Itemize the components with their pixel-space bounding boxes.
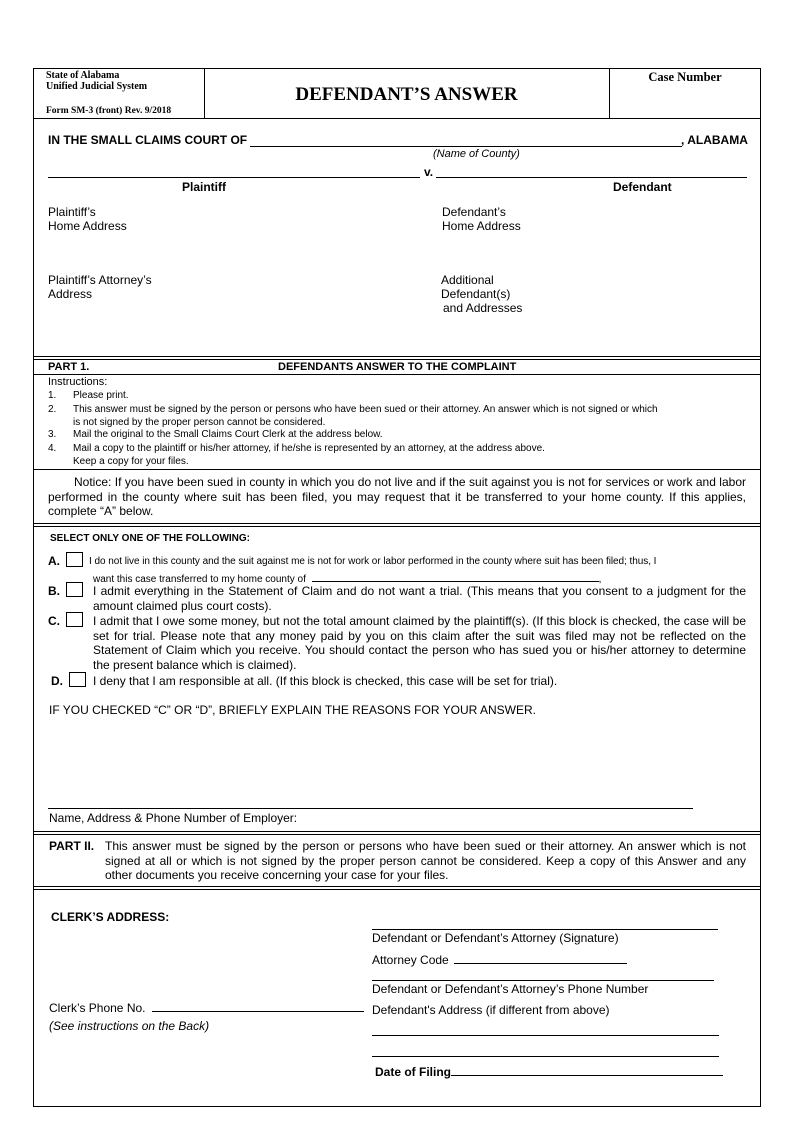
option-a-checkbox[interactable] (66, 552, 83, 567)
case-number-label: Case Number (648, 70, 722, 84)
signature-label: Defendant or Defendant’s Attorney (Signature) (372, 931, 619, 945)
plaintiff-name-field[interactable] (48, 177, 420, 178)
instruction-4: 4. Mail a copy to the plaintiff or his/her attorney, if he/she is represented by an attorney, at the address above. Keep a copy for your files. (48, 443, 545, 467)
court-suffix: , ALABAMA (681, 133, 748, 147)
instruction-2: 2. This answer must be signed by the person or persons who have been sued or their attorney. An answer which is not signed or which is not signed by the proper person cannot be considered. (48, 404, 658, 428)
part1-heading: DEFENDANTS ANSWER TO THE COMPLAINT (278, 361, 517, 373)
form-id: Form SM-3 (front) Rev. 9/2018 (46, 106, 172, 116)
part1-top-rule (33, 356, 761, 357)
option-b-text: I admit everything in the Statement of Claim and do not want a trial. (This means that you consent to a judgment for the amount claimed plus court costs). (93, 584, 746, 613)
option-b-checkbox[interactable] (66, 582, 83, 597)
defendant-name-field[interactable] (436, 177, 747, 178)
attorney-code-field[interactable] (454, 952, 627, 964)
defendant-address-field-2[interactable] (372, 1056, 719, 1057)
signature-field[interactable] (372, 929, 718, 930)
instruction-1: 1. Please print. (48, 390, 129, 401)
clerk-phone-field[interactable] (152, 1000, 364, 1012)
page-title: DEFENDANT’S ANSWER (295, 84, 518, 105)
option-d-text: I deny that I am responsible at all. (If this block is checked, this case will be set for trial). (93, 674, 558, 688)
date-of-filing-label: Date of Filing (375, 1064, 723, 1079)
additional-defendants-label: Additional Defendant(s) and Addresses (441, 273, 523, 315)
footer-top-rule (33, 886, 761, 887)
clerk-address-label: CLERK’S ADDRESS: (51, 910, 170, 924)
options-top-rule-2 (33, 526, 761, 527)
part2-top-rule (33, 831, 761, 832)
part1-heading-rule (33, 374, 761, 375)
option-c-letter: C. (48, 614, 60, 628)
instruction-3: 3. Mail the original to the Small Claims Court Clerk at the address below. (48, 429, 383, 440)
defendant-address-alt-label: Defendant's Address (if different from above) (372, 1003, 610, 1017)
options-top-rule (33, 523, 761, 524)
state-label: State of Alabama (46, 70, 120, 81)
clerk-phone-label: Clerk’s Phone No. (49, 1000, 364, 1015)
header-bottom-rule (33, 118, 761, 119)
option-a-text: I do not live in this county and the suit against me is not for work or labor performed in the county where suit has been filed; thus, I (89, 556, 657, 567)
date-of-filing-field[interactable] (451, 1064, 723, 1076)
versus-label: v. (424, 165, 434, 179)
option-a-letter: A. (48, 554, 60, 568)
defendant-address-field-1[interactable] (372, 1035, 719, 1036)
employer-label: Name, Address & Phone Number of Employer: (49, 811, 298, 825)
court-prefix: IN THE SMALL CLAIMS COURT OF (48, 133, 248, 147)
part2-label: PART II. (49, 839, 95, 853)
option-b-letter: B. (48, 584, 60, 598)
defendant-label: Defendant (613, 180, 672, 194)
option-a-text-2: want this case transferred to my home county of , (93, 570, 601, 585)
phone-field[interactable] (372, 980, 714, 981)
instructions-bottom-rule (33, 469, 761, 470)
part1-label: PART 1. (48, 361, 90, 373)
footer-top-rule-2 (33, 889, 761, 890)
option-d-letter: D. (51, 674, 63, 688)
employer-field[interactable] (48, 808, 693, 809)
explain-heading: IF YOU CHECKED “C” OR “D”, BRIEFLY EXPLAIN THE REASONS FOR YOUR ANSWER. (49, 703, 536, 717)
option-c-checkbox[interactable] (66, 612, 83, 627)
county-hint: (Name of County) (433, 148, 520, 160)
home-county-field[interactable] (312, 570, 599, 582)
defendant-address-label: Defendant’s Home Address (442, 205, 521, 233)
county-field[interactable] (250, 146, 682, 147)
see-instructions: (See instructions on the Back) (49, 1019, 210, 1033)
explain-field[interactable] (48, 720, 746, 800)
part1-top-rule-2 (33, 359, 761, 360)
phone-label: Defendant or Defendant’s Attorney’s Phone Number (372, 982, 649, 996)
options-heading: SELECT ONLY ONE OF THE FOLLOWING: (50, 533, 251, 544)
option-d-checkbox[interactable] (69, 672, 86, 687)
part2-text: This answer must be signed by the person or persons who have been sued or their attorney. An answer which is not signed at all or which is not signed by the proper person cannot be considered. Keep a copy of this Answer and any other documents you receive concerning your case for your files. (105, 839, 746, 882)
instructions-label: Instructions: (48, 376, 108, 388)
notice-text: Notice: If you have been sued in county in which you do not live and if the suit against you is not for services or work and labor performed in the county where suit has been filed, you may request that it be transferred to your home county. If this applies, complete “A” below. (48, 475, 746, 518)
part2-top-rule-2 (33, 834, 761, 835)
attorney-code-label: Attorney Code (372, 952, 627, 967)
case-number-field[interactable] (612, 88, 758, 116)
system-label: Unified Judicial System (46, 81, 148, 92)
plaintiff-address-label: Plaintiff’s Home Address (48, 205, 127, 233)
plaintiff-attorney-label: Plaintiff’s Attorney’s Address (48, 273, 152, 301)
plaintiff-label: Plaintiff (182, 180, 226, 194)
option-c-text: I admit that I owe some money, but not the total amount claimed by the plaintiff(s). (If this block is checked, the case will be set for trial. Please note that any money paid by you on this claim after the suit was filed may not be reflected on the Statement of Claim which you receive. You should contact the person who has sued you or his/her attorney to determine the present balance which is claimed). (93, 614, 746, 672)
